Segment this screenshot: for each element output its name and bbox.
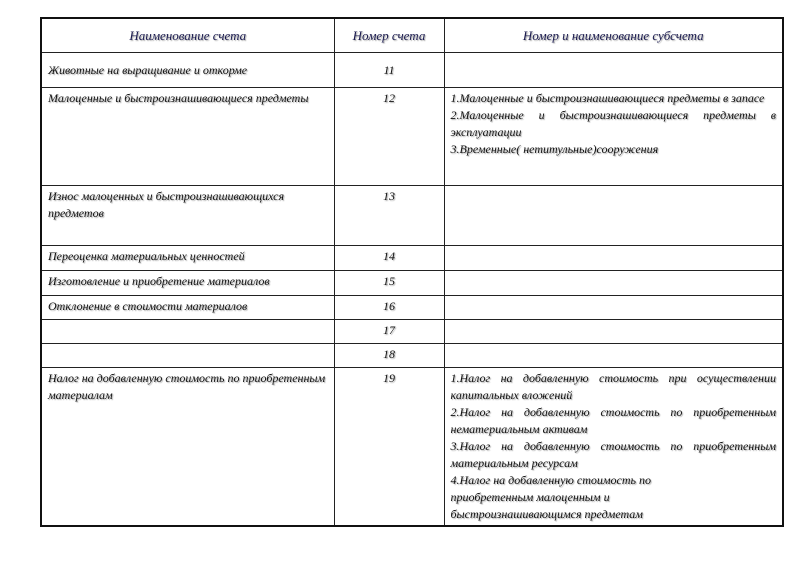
account-number: 11 (334, 53, 444, 88)
subaccounts (444, 246, 783, 271)
account-name: Налог на добавленную стоимость по приобретенным материалам (41, 368, 334, 527)
header-row (41, 18, 783, 53)
header-account-number: Номер счета (334, 18, 444, 53)
subaccount-item: 2.Налог на добавленную стоимость по приобретенным нематериальным активам (450, 405, 776, 436)
table-row (41, 344, 783, 368)
account-name: Малоценные и быстроизнашивающиеся предметы (41, 88, 334, 186)
header-account-name: Наименование счета (41, 18, 334, 53)
subaccounts (444, 344, 783, 368)
table-row (41, 368, 783, 527)
subaccounts (444, 53, 783, 88)
subaccounts (444, 320, 783, 344)
table-row (41, 88, 783, 186)
subaccounts (444, 186, 783, 246)
subaccount-item: 1.Малоценные и быстроизнашивающиеся предметы в запасе (450, 91, 765, 105)
account-number: 19 (334, 368, 444, 527)
table-row (41, 296, 783, 320)
account-name (41, 320, 334, 344)
account-number: 14 (334, 246, 444, 271)
subaccount-item: 3.Временные( нетитульные)сооружения (450, 142, 659, 156)
subaccount-item: 1.Налог на добавленную стоимость при осуществлении капитальных вложений (450, 371, 776, 402)
account-number: 17 (334, 320, 444, 344)
account-number: 16 (334, 296, 444, 320)
subaccount-item: 2.Малоценные и быстроизнашивающиеся предметы в эксплуатации (450, 108, 776, 139)
account-name: Износ малоценных и быстроизнашивающихся предметов (41, 186, 334, 246)
account-name: Переоценка материальных ценностей (41, 246, 334, 271)
table-row (41, 320, 783, 344)
table-row (41, 186, 783, 246)
account-name: Животные на выращивание и откорме (41, 53, 334, 88)
table-row (41, 246, 783, 271)
subaccount-item: 3.Налог на добавленную стоимость по приобретенным материальным ресурсам (450, 439, 776, 470)
account-name: Изготовление и приобретение материалов (41, 271, 334, 296)
table-row (41, 271, 783, 296)
account-number: 12 (334, 88, 444, 186)
subaccount-item: 4.Налог на добавленную стоимость по приобретенным малоценным и быстроизнашивающимся предметам (450, 473, 651, 521)
subaccounts (444, 88, 783, 186)
account-name: Отклонение в стоимости материалов (41, 296, 334, 320)
account-number: 15 (334, 271, 444, 296)
subaccounts (444, 296, 783, 320)
account-name (41, 344, 334, 368)
table-row (41, 53, 783, 88)
account-number: 18 (334, 344, 444, 368)
header-subaccounts: Номер и наименование субсчета (444, 18, 783, 53)
subaccounts (444, 368, 783, 527)
account-number: 13 (334, 186, 444, 246)
subaccounts (444, 271, 783, 296)
chart-of-accounts-table (40, 17, 784, 527)
